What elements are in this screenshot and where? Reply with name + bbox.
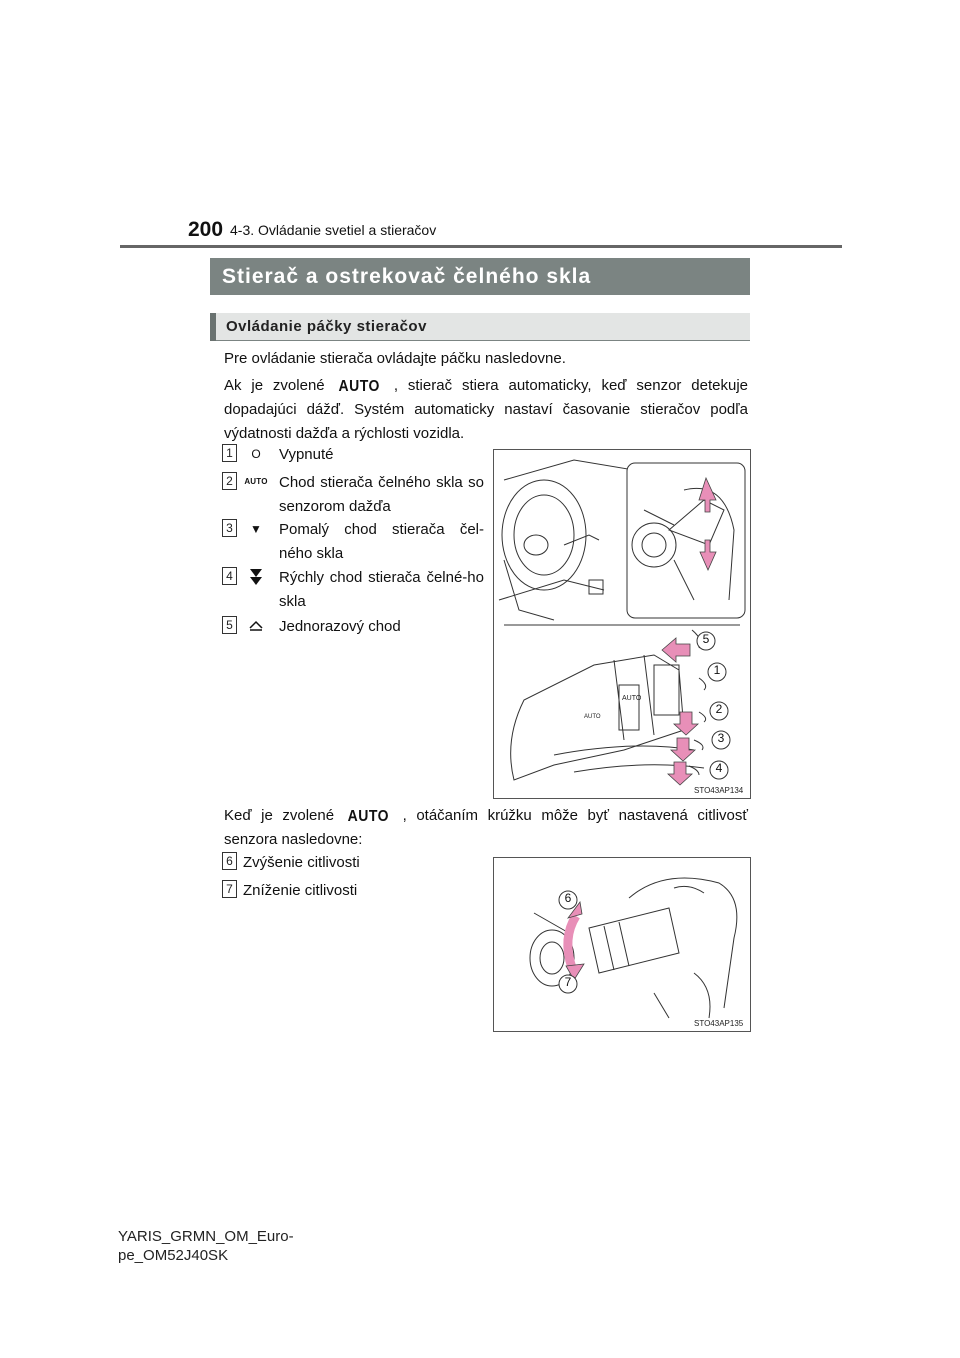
- section-title-bar: [210, 258, 750, 295]
- item-text-2: Chod stierača čelného skla so senzorom dažďa: [279, 474, 484, 515]
- lever-drawing: [494, 450, 750, 798]
- off-icon: O: [251, 447, 261, 461]
- sensitivity-paragraph: [224, 803, 748, 852]
- high-speed-icon: [248, 567, 264, 587]
- figure-id: STO43AP134: [694, 786, 744, 795]
- subsection-title: Ovládanie páčky stieračov: [226, 318, 427, 335]
- item-text-1: Vypnuté: [279, 446, 334, 463]
- single-wipe-icon: [248, 620, 264, 632]
- intro-p2-before: Ak je zvolené: [224, 377, 325, 394]
- document-footer: [118, 1227, 294, 1265]
- header-rule: [120, 245, 842, 248]
- callout-4: 4: [715, 761, 723, 775]
- sensitivity-before: Keď je zvolené: [224, 807, 335, 824]
- item-text-6: Zvýšenie citlivosti: [243, 854, 360, 871]
- auto-icon: AUTO: [244, 477, 268, 486]
- auto-symbol-icon: AUTO: [347, 805, 390, 825]
- item-text-3: Pomalý chod stierača čel-ného skla: [279, 521, 484, 562]
- sensitivity-after: , otáčaním krúžku môže byť nastavená citlivosť senzora nasledovne:: [224, 807, 748, 848]
- section-title: Stierač a ostrekovač čelného skla: [222, 265, 592, 288]
- subsection-title-bar: [210, 313, 750, 341]
- item-number-5: 5: [222, 616, 237, 634]
- figure-id: STO43AP135: [694, 1019, 744, 1028]
- callout-6: 6: [564, 891, 572, 905]
- wiper-lever-illustration: [493, 449, 751, 799]
- intro-paragraph-1: Pre ovládanie stierača ovládajte páčku nasledovne.: [224, 350, 566, 367]
- item-number-6: 6: [222, 852, 237, 870]
- subsection-accent: [210, 313, 216, 341]
- footer-line-1: YARIS_GRMN_OM_Euro-: [118, 1228, 294, 1245]
- item-number-1: 1: [222, 444, 237, 462]
- item-number-3: 3: [222, 519, 237, 537]
- item-text-5: Jednorazový chod: [279, 618, 401, 635]
- page-number: 200: [188, 218, 224, 241]
- sensitivity-ring-illustration: [493, 857, 751, 1032]
- item-number-4: 4: [222, 567, 237, 585]
- footer-line-2: pe_OM52J40SK: [118, 1247, 229, 1264]
- item-text-7: Zníženie citlivosti: [243, 882, 358, 899]
- svg-text:AUTO: AUTO: [584, 714, 601, 720]
- section-reference: 4-3. Ovládanie svetiel a stieračov: [230, 222, 437, 238]
- callout-1: 1: [713, 663, 721, 677]
- callout-5: 5: [702, 632, 710, 646]
- intro-p2-after: , stierač stiera automaticky, keď senzor detekuje dopadajúci dážď. Systém automaticky nastaví časovanie stieračov podľa výdatnosti dažďa a rýchlosti vozidla.: [224, 377, 749, 442]
- auto-symbol-icon: AUTO: [338, 375, 380, 395]
- item-number-7: 7: [222, 880, 237, 898]
- low-speed-icon: ▼: [250, 522, 262, 536]
- item-number-2: 2: [222, 472, 237, 490]
- callout-2: 2: [715, 702, 723, 716]
- callout-7: 7: [564, 975, 572, 989]
- callout-3: 3: [717, 731, 725, 745]
- ring-drawing: [494, 858, 750, 1031]
- intro-paragraph-2: [224, 373, 748, 446]
- svg-text:AUTO: AUTO: [622, 695, 642, 702]
- item-text-4: Rýchly chod stierača čelné-ho skla: [279, 569, 484, 610]
